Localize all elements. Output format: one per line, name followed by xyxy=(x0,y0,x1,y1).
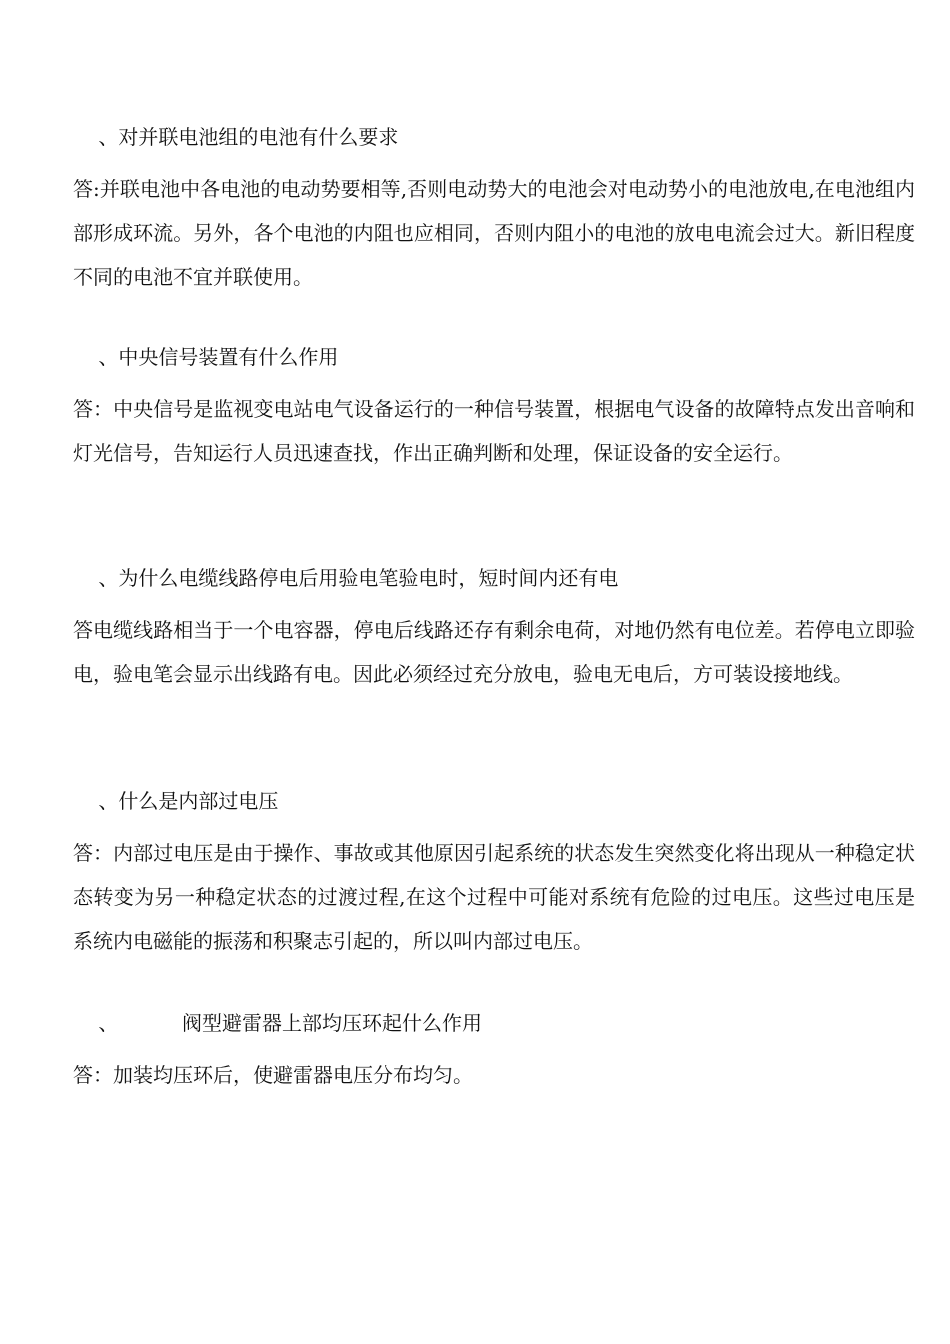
answer-paragraph: 答：内部过电压是由于操作、事故或其他原因引起系统的状态发生突然变化将出现从一种稳定状态转变为另一种稳定状态的过渡过程,在这个过程中可能对系统有危险的过电压。这些过电压是系统内电磁能的振荡和积聚志引起的，所以叫内部过电压。 xyxy=(73,841,915,953)
question-heading: 、中央信号装置有什么作用 xyxy=(73,345,339,369)
question-heading: 、为什么电缆线路停电后用验电笔验电时，短时间内还有电 xyxy=(73,566,619,590)
qa-block xyxy=(73,787,915,963)
question-heading: 、什么是内部过电压 xyxy=(73,789,279,813)
answer-paragraph: 答:并联电池中各电池的电动势要相等,否则电动势大的电池会对电动势小的电池放电,在电池组内部形成环流。另外，各个电池的内阻也应相同，否则内阻小的电池的放电电流会过大。新旧程度不同的电池不宜并联使用。 xyxy=(73,177,915,289)
qa-block xyxy=(73,123,915,299)
answer-paragraph: 答：中央信号是监视变电站电气设备运行的一种信号装置，根据电气设备的故障特点发出音响和灯光信号，告知运行人员迅速查找，作出正确判断和处理，保证设备的安全运行。 xyxy=(73,397,915,465)
qa-block xyxy=(73,343,915,475)
answer-paragraph: 答电缆线路相当于一个电容器，停电后线路还存有剩余电荷，对地仍然有电位差。若停电立即验电，验电笔会显示出线路有电。因此必须经过充分放电，验电无电后，方可装设接地线。 xyxy=(73,618,915,686)
question-heading: 、对并联电池组的电池有什么要求 xyxy=(73,125,399,149)
answer-paragraph: 答：加装均压环后，使避雷器电压分布均匀。 xyxy=(73,1063,473,1087)
qa-block xyxy=(73,1009,915,1097)
qa-block xyxy=(73,564,915,696)
question-heading: 、 阀型避雷器上部均压环起什么作用 xyxy=(73,1011,483,1035)
